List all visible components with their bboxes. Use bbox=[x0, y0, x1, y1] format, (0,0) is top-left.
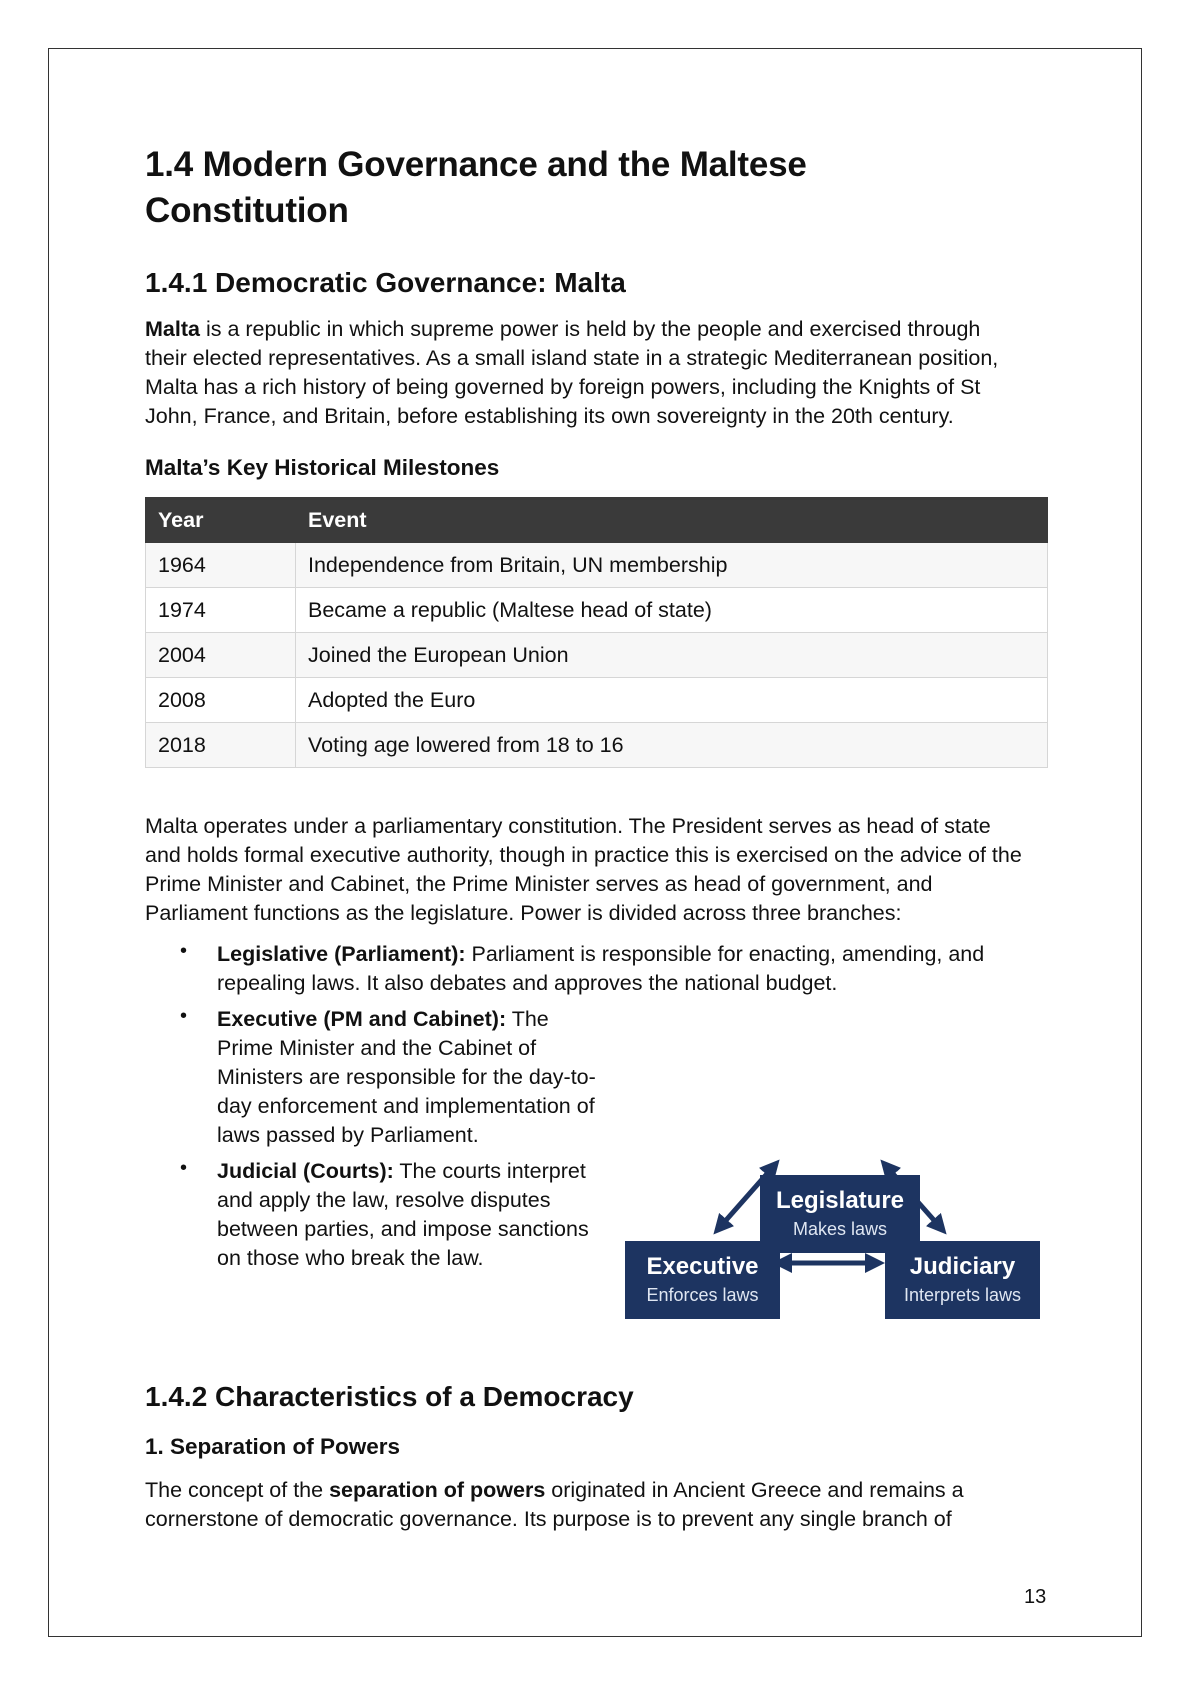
table-row bbox=[146, 588, 1048, 633]
table-row bbox=[146, 723, 1048, 768]
table-row bbox=[146, 543, 1048, 588]
list-item-text bbox=[217, 1005, 617, 1150]
table-cell-event: Voting age lowered from 18 to 16 bbox=[296, 723, 1048, 768]
table-cell-year: 2008 bbox=[146, 678, 296, 723]
separation-of-powers-diagram bbox=[625, 1032, 1065, 1305]
executive-title: Executive bbox=[646, 1253, 759, 1280]
page-title-line-1: 1.4 Modern Governance and the Maltese bbox=[145, 145, 807, 184]
constitution-paragraph bbox=[145, 812, 1050, 928]
page-title bbox=[145, 142, 807, 234]
branch-text: Prime Minister and the Cabinet of bbox=[217, 1036, 537, 1060]
table-header-year: Year bbox=[146, 498, 296, 543]
branch-text: day enforcement and implementation of bbox=[217, 1094, 595, 1118]
table-header-event: Event bbox=[296, 498, 1048, 543]
list-item-text bbox=[217, 1157, 617, 1273]
constitution-line: Malta operates under a parliamentary constitution. The President serves as head of state bbox=[145, 814, 991, 838]
para-text: originated in Ancient Greece and remains a bbox=[545, 1478, 964, 1502]
bullet: • bbox=[180, 940, 188, 962]
table-cell-year: 1964 bbox=[146, 543, 296, 588]
table-cell-event: Became a republic (Maltese head of state) bbox=[296, 588, 1048, 633]
table-cell-event: Independence from Britain, UN membership bbox=[296, 543, 1048, 588]
intro-line: is a republic in which supreme power is held by the people and exercised through bbox=[199, 317, 981, 341]
judiciary-box bbox=[885, 1241, 1040, 1319]
separation-paragraph bbox=[145, 1476, 1050, 1534]
legislature-subtitle: Makes laws bbox=[792, 1219, 888, 1239]
branch-text: between parties, and impose sanctions bbox=[217, 1217, 589, 1241]
milestones-table-title: Malta’s Key Historical Milestones bbox=[145, 455, 500, 480]
para-text: The concept of the bbox=[145, 1478, 330, 1502]
constitution-line: Prime Minister and Cabinet, the Prime Minister serves as head of government, and bbox=[145, 872, 933, 896]
table-cell-year: 1974 bbox=[146, 588, 296, 633]
branch-text: laws passed by Parliament. bbox=[217, 1123, 479, 1147]
table-cell-event: Joined the European Union bbox=[296, 633, 1048, 678]
bullet: • bbox=[180, 1157, 188, 1179]
constitution-line: Parliament functions as the legislature. Power is divided across three branches: bbox=[145, 901, 902, 925]
intro-line: John, France, and Britain, before establishing its own sovereignty in the 20th century. bbox=[145, 404, 954, 428]
judiciary-title: Judiciary bbox=[909, 1253, 1016, 1280]
para-bold: separation of powers bbox=[329, 1478, 546, 1502]
page-number: 13 bbox=[1024, 1586, 1047, 1608]
table-cell-event: Adopted the Euro bbox=[296, 678, 1048, 723]
constitution-line: and holds formal executive authority, though in practice this is exercised on the advice of the bbox=[145, 843, 1022, 867]
branch-text: on those who break the law. bbox=[217, 1246, 484, 1270]
intro-bold-malta: Malta bbox=[145, 317, 200, 341]
branch-text: repealing laws. It also debates and approves the national budget. bbox=[217, 971, 838, 995]
intro-line: their elected representatives. As a small island state in a strategic Mediterranean position, bbox=[145, 346, 999, 370]
table-header-row bbox=[146, 498, 1048, 543]
branch-text: Ministers are responsible for the day-to- bbox=[217, 1065, 596, 1089]
branch-text: Parliament is responsible for enacting, amending, and bbox=[465, 942, 985, 966]
executive-subtitle: Enforces laws bbox=[646, 1285, 759, 1305]
branch-label: Executive (PM and Cabinet): bbox=[217, 1007, 507, 1031]
branch-label: Legislative (Parliament): bbox=[217, 942, 466, 966]
branch-label: Judicial (Courts): bbox=[217, 1159, 394, 1183]
milestones-table bbox=[145, 497, 1048, 768]
branch-text: The courts interpret bbox=[393, 1159, 586, 1183]
table-cell-year: 2018 bbox=[146, 723, 296, 768]
section-1-4-2-title: 1.4.2 Characteristics of a Democracy bbox=[145, 1381, 634, 1412]
table-row bbox=[146, 678, 1048, 723]
bullet: • bbox=[180, 1005, 188, 1027]
section-1-4-1-title: 1.4.1 Democratic Governance: Malta bbox=[145, 267, 626, 298]
intro-line: Malta has a rich history of being governed by foreign powers, including the Knights of St bbox=[145, 375, 981, 399]
intro-paragraph bbox=[145, 315, 1050, 431]
table-cell-year: 2004 bbox=[146, 633, 296, 678]
branch-text: and apply the law, resolve disputes bbox=[217, 1188, 551, 1212]
para-line: cornerstone of democratic governance. Its purpose is to prevent any single branch of bbox=[145, 1507, 952, 1531]
page-title-line-2: Constitution bbox=[145, 191, 349, 230]
judiciary-subtitle: Interprets laws bbox=[903, 1285, 1022, 1305]
executive-box bbox=[625, 1241, 780, 1319]
separation-of-powers-title: 1. Separation of Powers bbox=[145, 1434, 401, 1459]
branch-text: The bbox=[506, 1007, 549, 1031]
table-row bbox=[146, 633, 1048, 678]
list-item-text bbox=[217, 940, 1037, 998]
legislature-title: Legislature bbox=[775, 1187, 905, 1214]
